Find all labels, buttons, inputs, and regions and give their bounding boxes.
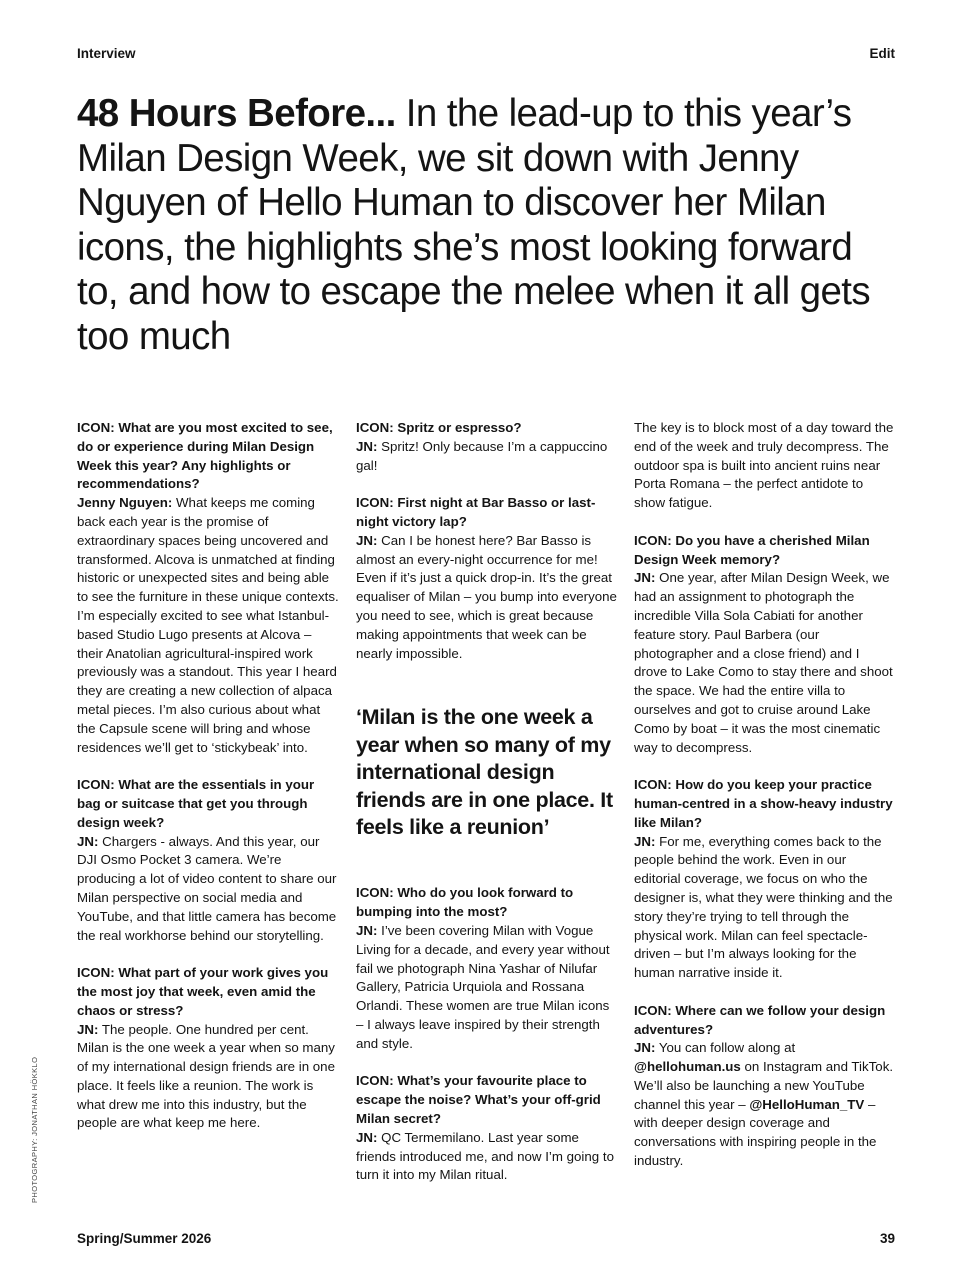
question: ICON: Spritz or espresso?	[356, 420, 522, 435]
question: ICON: First night at Bar Basso or last-night victory lap?	[356, 495, 596, 529]
answer: One year, after Milan Design Week, we had an assignment to photograph the incredible Villa Sola Cabiati for another feature story. Paul Barbera (our photographer and a close friend) and I drove to Lake Como to stay there and shoot the space. We had the entire villa to ourselves and got to cruise around Lake Como by boat – it was the most cinematic way to decompress.	[634, 570, 893, 755]
answer: You can follow along at	[655, 1040, 796, 1056]
question: ICON: Do you have a cherished Milan Design Week memory?	[634, 532, 870, 567]
answer-continued: The key is to block most of a day toward the end of the week and truly decompress. The outdoor spa is built into ancient ruins near Porta Romana – the perfect antidote to show fatigue.	[634, 420, 894, 511]
instagram-handle: @hellohuman.us	[634, 1059, 741, 1075]
answer: For me, everything comes back to the people behind the work. Even in our editorial coverage, we focus on who the designer is, what they were thinking and the story they’re trying to tell through the physical work. Milan can feel spectacle-driven – but I’m always looking for the human narrative inside it.	[634, 833, 893, 981]
photo-credit: PHOTOGRAPHY: JONATHAN HÖKKLO	[30, 1056, 39, 1203]
answer: Chargers - always. And this year, our DJI Osmo Pocket 3 camera. We’re producing a lot of video content to share our Milan perspective on social media and YouTube, and that little camera has become the real workhorse behind our storytelling.	[77, 833, 337, 943]
qa-block	[77, 776, 339, 945]
column-2	[356, 419, 618, 1204]
speaker: JN:	[634, 833, 656, 849]
question: ICON: What part of your work gives you the most joy that week, even amid the chaos or stress?	[77, 965, 329, 1018]
qa-block	[634, 776, 896, 983]
question: ICON: How do you keep your practice human-centred in a show-heavy industry like Milan?	[634, 777, 893, 830]
speaker: JN:	[77, 1021, 99, 1037]
headline-deck: In the lead-up to this year’s Milan Design Week, we sit down with Jenny Nguyen of Hello Human to discover her Milan icons, the highlights she’s most looking forward to, and how to escape the melee when it all gets too much	[77, 92, 871, 358]
qa-block	[356, 419, 618, 475]
answer: Can I be honest here? Bar Basso is almost an every-night occurrence for me! Even if it’s just a quick drop-in. It’s the great equaliser of Milan – you bump into everyone you need to see, which is great because making appointments that week can be nearly impossible.	[356, 532, 617, 661]
page-number: 39	[879, 1231, 895, 1246]
question: ICON: What are the essentials in your bag or suitcase that get you through design week?	[77, 777, 315, 830]
issue-label: Spring/Summer 2026	[77, 1231, 212, 1246]
speaker: JN:	[634, 1040, 656, 1056]
answer: on Instagram and TikTok. We’ll also be launching a new YouTube channel this year –	[634, 1059, 894, 1112]
qa-block	[356, 884, 618, 1053]
question: ICON: What are you most excited to see, do or experience during Milan Design Week this year? Any highlights or recommendations?	[77, 420, 333, 492]
question: ICON: What’s your favourite place to escape the noise? What’s your off-grid Milan secret?	[356, 1073, 601, 1126]
speaker: JN:	[634, 570, 656, 586]
speaker: JN:	[356, 438, 378, 454]
category-label: Edit	[869, 46, 895, 61]
column-3	[634, 419, 896, 1190]
answer: I’ve been covering Milan with Vogue Living for a decade, and every year without fail we photograph Nina Yashar of Nilufar Gallery, Patricia Urquiola and Rossana Orlandi. These women are true Milan icons – I always leave inspired by their strength and style.	[356, 922, 610, 1051]
question: ICON: Where can we follow your design adventures?	[634, 1002, 886, 1037]
column-1	[77, 419, 339, 1152]
headline-lead: 48 Hours Before...	[77, 92, 396, 135]
answer: – with deeper design coverage and conversations with inspiring people in the industry.	[634, 1096, 877, 1169]
qa-block	[634, 532, 896, 758]
speaker: JN:	[356, 922, 378, 938]
qa-block	[634, 1002, 896, 1171]
speaker: JN:	[77, 833, 99, 849]
speaker: Jenny Nguyen:	[77, 495, 173, 511]
answer: Spritz! Only because I’m a cappuccino gal!	[356, 438, 608, 473]
answer: The people. One hundred per cent. Milan is the one week a year when so many of my international design friends are in one place. It feels like a reunion. The work is what drew me into this industry, but the people are what keep me here.	[77, 1021, 335, 1131]
section-label: Interview	[77, 46, 136, 61]
answer: QC Termemilano. Last year some friends introduced me, and now I’m going to turn it into my Milan ritual.	[356, 1129, 614, 1183]
speaker: JN:	[356, 532, 378, 548]
youtube-handle: @HelloHuman_TV	[749, 1096, 865, 1112]
headline	[77, 92, 897, 359]
qa-block	[356, 494, 618, 663]
speaker: JN:	[356, 1129, 378, 1145]
qa-block	[77, 419, 339, 757]
qa-block	[77, 964, 339, 1133]
question: ICON: Who do you look forward to bumping into the most?	[356, 885, 574, 920]
pull-quote: ‘Milan is the one week a year when so many of my international design friends are in one place. It feels like a reunion’	[356, 705, 613, 839]
qa-block	[356, 1072, 618, 1185]
answer: What keeps me coming back each year is the promise of extraordinary spaces being uncovered and transformed. Alcova is unmatched at finding historic or unexpected sites and being able to see the furniture in these unique contexts. I’m especially excited to see what Istanbul-based Studio Lugo presents at Alcova – their Anatolian agricultural-inspired work previously was a standout. This year I heard they are creating a new collection of alpaca metal pieces. I’m also curious about what the Capsule scene will bring and whose residences we’ll get to ‘stickybeak’ into.	[77, 495, 339, 755]
